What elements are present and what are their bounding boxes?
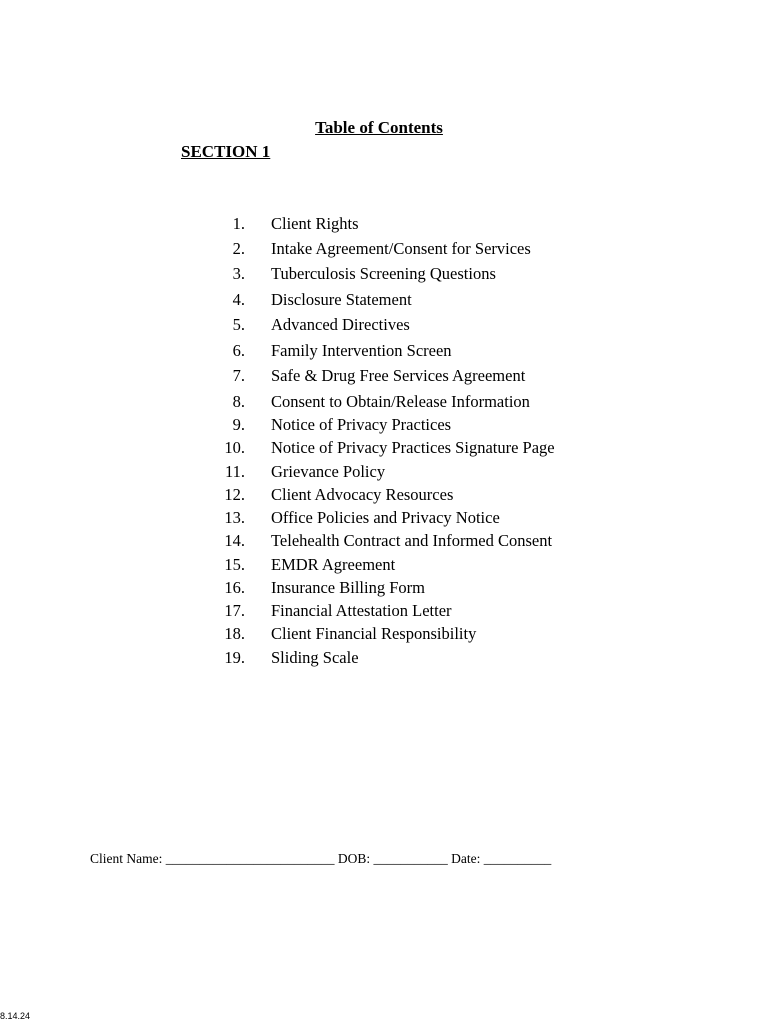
toc-item-text: Notice of Privacy Practices xyxy=(271,415,452,434)
toc-item xyxy=(218,263,496,285)
toc-item-text: EMDR Agreement xyxy=(271,555,396,574)
toc-item-text: Consent to Obtain/Release Information xyxy=(271,392,530,411)
toc-item xyxy=(218,600,452,622)
toc-item xyxy=(218,484,454,506)
toc-item-number: 2. xyxy=(232,239,245,258)
toc-item xyxy=(218,340,452,362)
toc-item xyxy=(218,391,530,413)
toc-item xyxy=(218,461,386,483)
toc-item-number: 8. xyxy=(232,392,245,411)
toc-item xyxy=(218,507,500,529)
toc-item-text: Intake Agreement/Consent for Services xyxy=(271,239,531,258)
toc-item-number: 16. xyxy=(224,578,245,597)
toc-item-number: 6. xyxy=(232,341,245,360)
toc-item xyxy=(218,365,526,387)
toc-item-text: Office Policies and Privacy Notice xyxy=(271,508,500,527)
toc-item-text: Grievance Policy xyxy=(271,462,386,481)
toc-item xyxy=(218,577,425,599)
toc-item xyxy=(218,414,452,436)
toc-item-text: Client Rights xyxy=(271,214,359,233)
toc-item-number: 7. xyxy=(232,366,245,385)
toc-item-text: Insurance Billing Form xyxy=(271,578,425,597)
toc-item-number: 13. xyxy=(224,508,245,527)
toc-item-text: Telehealth Contract and Informed Consent xyxy=(271,531,553,550)
page-title: Table of Contents xyxy=(315,118,443,137)
toc-item-number: 15. xyxy=(224,555,245,574)
toc-item xyxy=(218,530,553,552)
toc-item-number: 1. xyxy=(232,214,245,233)
toc-item xyxy=(218,238,531,260)
toc-item-text: Advanced Directives xyxy=(271,315,410,334)
version-footer: 8.14.24 xyxy=(0,1011,31,1021)
toc-item xyxy=(218,554,396,576)
toc-item-text: Family Intervention Screen xyxy=(271,341,452,360)
toc-item-number: 11. xyxy=(224,462,245,481)
toc-item-text: Sliding Scale xyxy=(271,648,359,667)
toc-item xyxy=(218,623,477,645)
toc-item xyxy=(218,314,410,336)
toc-item xyxy=(218,647,359,669)
toc-item-text: Notice of Privacy Practices Signature Page xyxy=(271,438,555,457)
toc-item-text: Client Advocacy Resources xyxy=(271,485,454,504)
client-info-line: Client Name: _________________________ DOB: ___________ Date: __________ xyxy=(90,851,552,866)
toc-item-number: 17. xyxy=(224,601,245,620)
toc-item-text: Safe & Drug Free Services Agreement xyxy=(271,366,526,385)
toc-item-number: 9. xyxy=(232,415,245,434)
toc-item xyxy=(218,213,359,235)
toc-item-number: 18. xyxy=(224,624,245,643)
toc-item-text: Tuberculosis Screening Questions xyxy=(271,264,496,283)
toc-item-number: 12. xyxy=(224,485,245,504)
toc-item-text: Client Financial Responsibility xyxy=(271,624,477,643)
toc-item-text: Financial Attestation Letter xyxy=(271,601,452,620)
section-heading: SECTION 1 xyxy=(181,142,271,161)
toc-item xyxy=(218,437,555,459)
toc-item-text: Disclosure Statement xyxy=(271,290,412,309)
toc-item-number: 4. xyxy=(232,290,245,309)
toc-item-number: 5. xyxy=(232,315,245,334)
toc-item-number: 10. xyxy=(224,438,245,457)
toc-item-number: 19. xyxy=(224,648,245,667)
toc-item-number: 14. xyxy=(224,531,245,550)
toc-item-number: 3. xyxy=(232,264,245,283)
toc-item xyxy=(218,289,412,311)
